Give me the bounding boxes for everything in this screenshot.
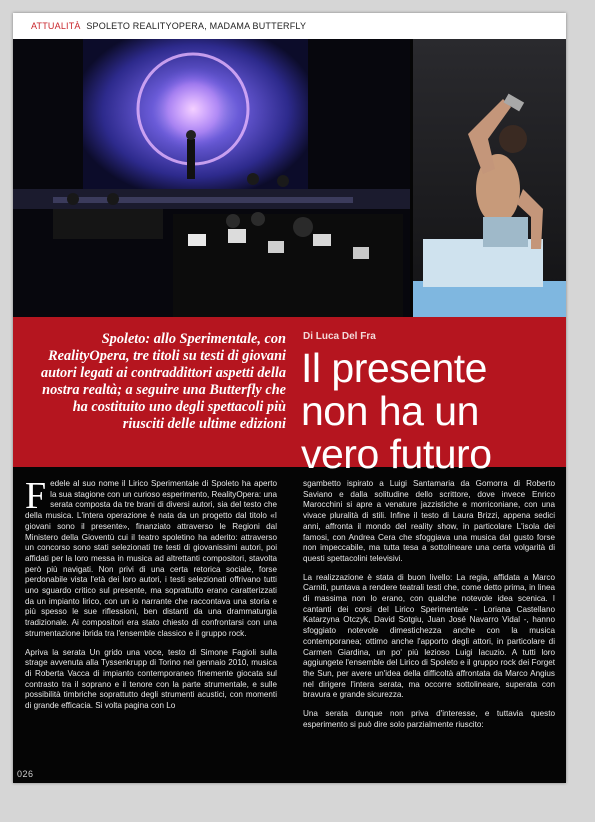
paragraph-text: edele al suo nome il Lirico Sperimentale di Spoleto ha aperto la sua stagione con un curioso esperimento, RealityOpera: una serata composta da tre brani di diversi autori, sia del testo che della musica. L'intera operazione è nata da un progetto dal titolo «I giovani sono il presente», finanziato attraverso le Regioni dal Ministero della Gioventù cui il teatro spoletino ha aderito: attraverso un concorso sono stati selezionati tre testi di giovanissimi autori, poi affidati per la loro messa in musica ad altrettanti compositori, stavolta però più navigati. Non privi di una certa retorica sociale, forse perdonabile vista l'età dei loro autori, i testi selezionati offrivano tutti uno sguardo critico sul presente, ma soprattutto erano caratterizzati da un impianto lirico, con un io narrante che raccontava una storia e più spesso le sue riflessioni, ben distanti da una drammaturgia tradizionale. Ai compositori era stato chiesto di confrontarsi con una strumentazione ibrida tra l'ensemble classico e il gruppo rock. (25, 479, 277, 638)
topic-label: SPOLETO REALITYOPERA, MADAMA BUTTERFLY (86, 21, 307, 31)
drop-cap: F (25, 475, 47, 517)
section-label: ATTUALITÀ (31, 21, 81, 31)
dek-text-2: , tre titoli su testi di giovani autori legati ai contraddittori aspetti della nostra realtà; a seguire una (40, 348, 286, 398)
paragraph: sgambetto ispirato a Luigi Santamaria da Gomorra di Roberto Saviano e dalla solitudine dello scrittore, dove invece Enrico Marocchini si apre a venature jazzistiche e morriconiane, con una vivace pluralità di stili. Infine il testo di Laura Brizzi, appena sedici anni, affronta il mondo del reality show, in particolare L'isola dei famosi, con Andrea Cera che sfoggiava una musica dal gusto forse non impeccabile, ma tutta tesa a sottolineare una certa volgarità di questi spettacolini televisivi. (303, 479, 555, 563)
stage-photo (13, 39, 410, 319)
stage-illustration (13, 39, 410, 319)
headline: Il presente non ha un vero futuro (301, 345, 492, 477)
magazine-page (13, 13, 566, 783)
paragraph (25, 475, 277, 640)
dek-highlight-2: Butterfly (209, 382, 262, 398)
paragraph: Apriva la serata Un grido una voce, testo di Simone Fagioli sulla strage avvenuta alla Tyssenkrupp di Torino nel gennaio 2010, musica di Roberta Vacca di impianto contemporaneo finemente giocata sul contrasto tra il soprano e il tenore con la parte strumentale, e sulle possibilità timbriche soprattutto degli strumenti acustici, con momenti di grande efficacia. Si volta pagina con Lo (25, 647, 277, 711)
page-header (13, 13, 566, 39)
header-kicker (31, 21, 306, 31)
dek-text-3: che ha costituito uno degli spettacoli più riusciti delle ultime edizioni (72, 382, 286, 432)
performer-photo (413, 39, 566, 319)
byline: Di Luca Del Fra (303, 331, 376, 342)
dek-text-1: Spoleto: allo Sperimentale, con (101, 331, 286, 347)
column-2 (303, 479, 555, 738)
title-band (13, 317, 566, 477)
article-body (25, 475, 555, 769)
performer-illustration (413, 39, 566, 319)
column-1 (25, 475, 277, 720)
paragraph: La realizzazione è stata di buon livello: La regia, affidata a Marco Carniti, puntava a rendere teatrali testi che, come detto prima, in linea di massima non lo erano, con qualche notevole idea scenica. I cantanti dei corsi del Lirico Sperimentale - Loriana Castellano Katarzyna Otczyk, David Sotgiu, Juan José Navarro Vidal -, hanno sfoggiato notevole dimestichezza anche con la musica contemporanea; ottimo anche l'apporto degli attori, in particolare di Carmen Giardina, un po' più lezioso Luigi Iacuzio. A tutti loro aggiungete l'ensemble del Lirico di Spoleto e il gruppo rock dei Forget the Sun, per avere un'idea della difficoltà affrontata da Marco Angius nel dirigere l'intera serata, ma occorre sottolineare, superata con bravura e grande sicurezza. (303, 572, 555, 700)
page-number: 026 (17, 769, 34, 779)
article-dek (31, 331, 286, 433)
dek-highlight-1: RealityOpera (48, 348, 126, 364)
paragraph: Una serata dunque non priva d'interesse, e tuttavia questo esperimento si può dire solo parzialmente riuscito: (303, 709, 555, 729)
